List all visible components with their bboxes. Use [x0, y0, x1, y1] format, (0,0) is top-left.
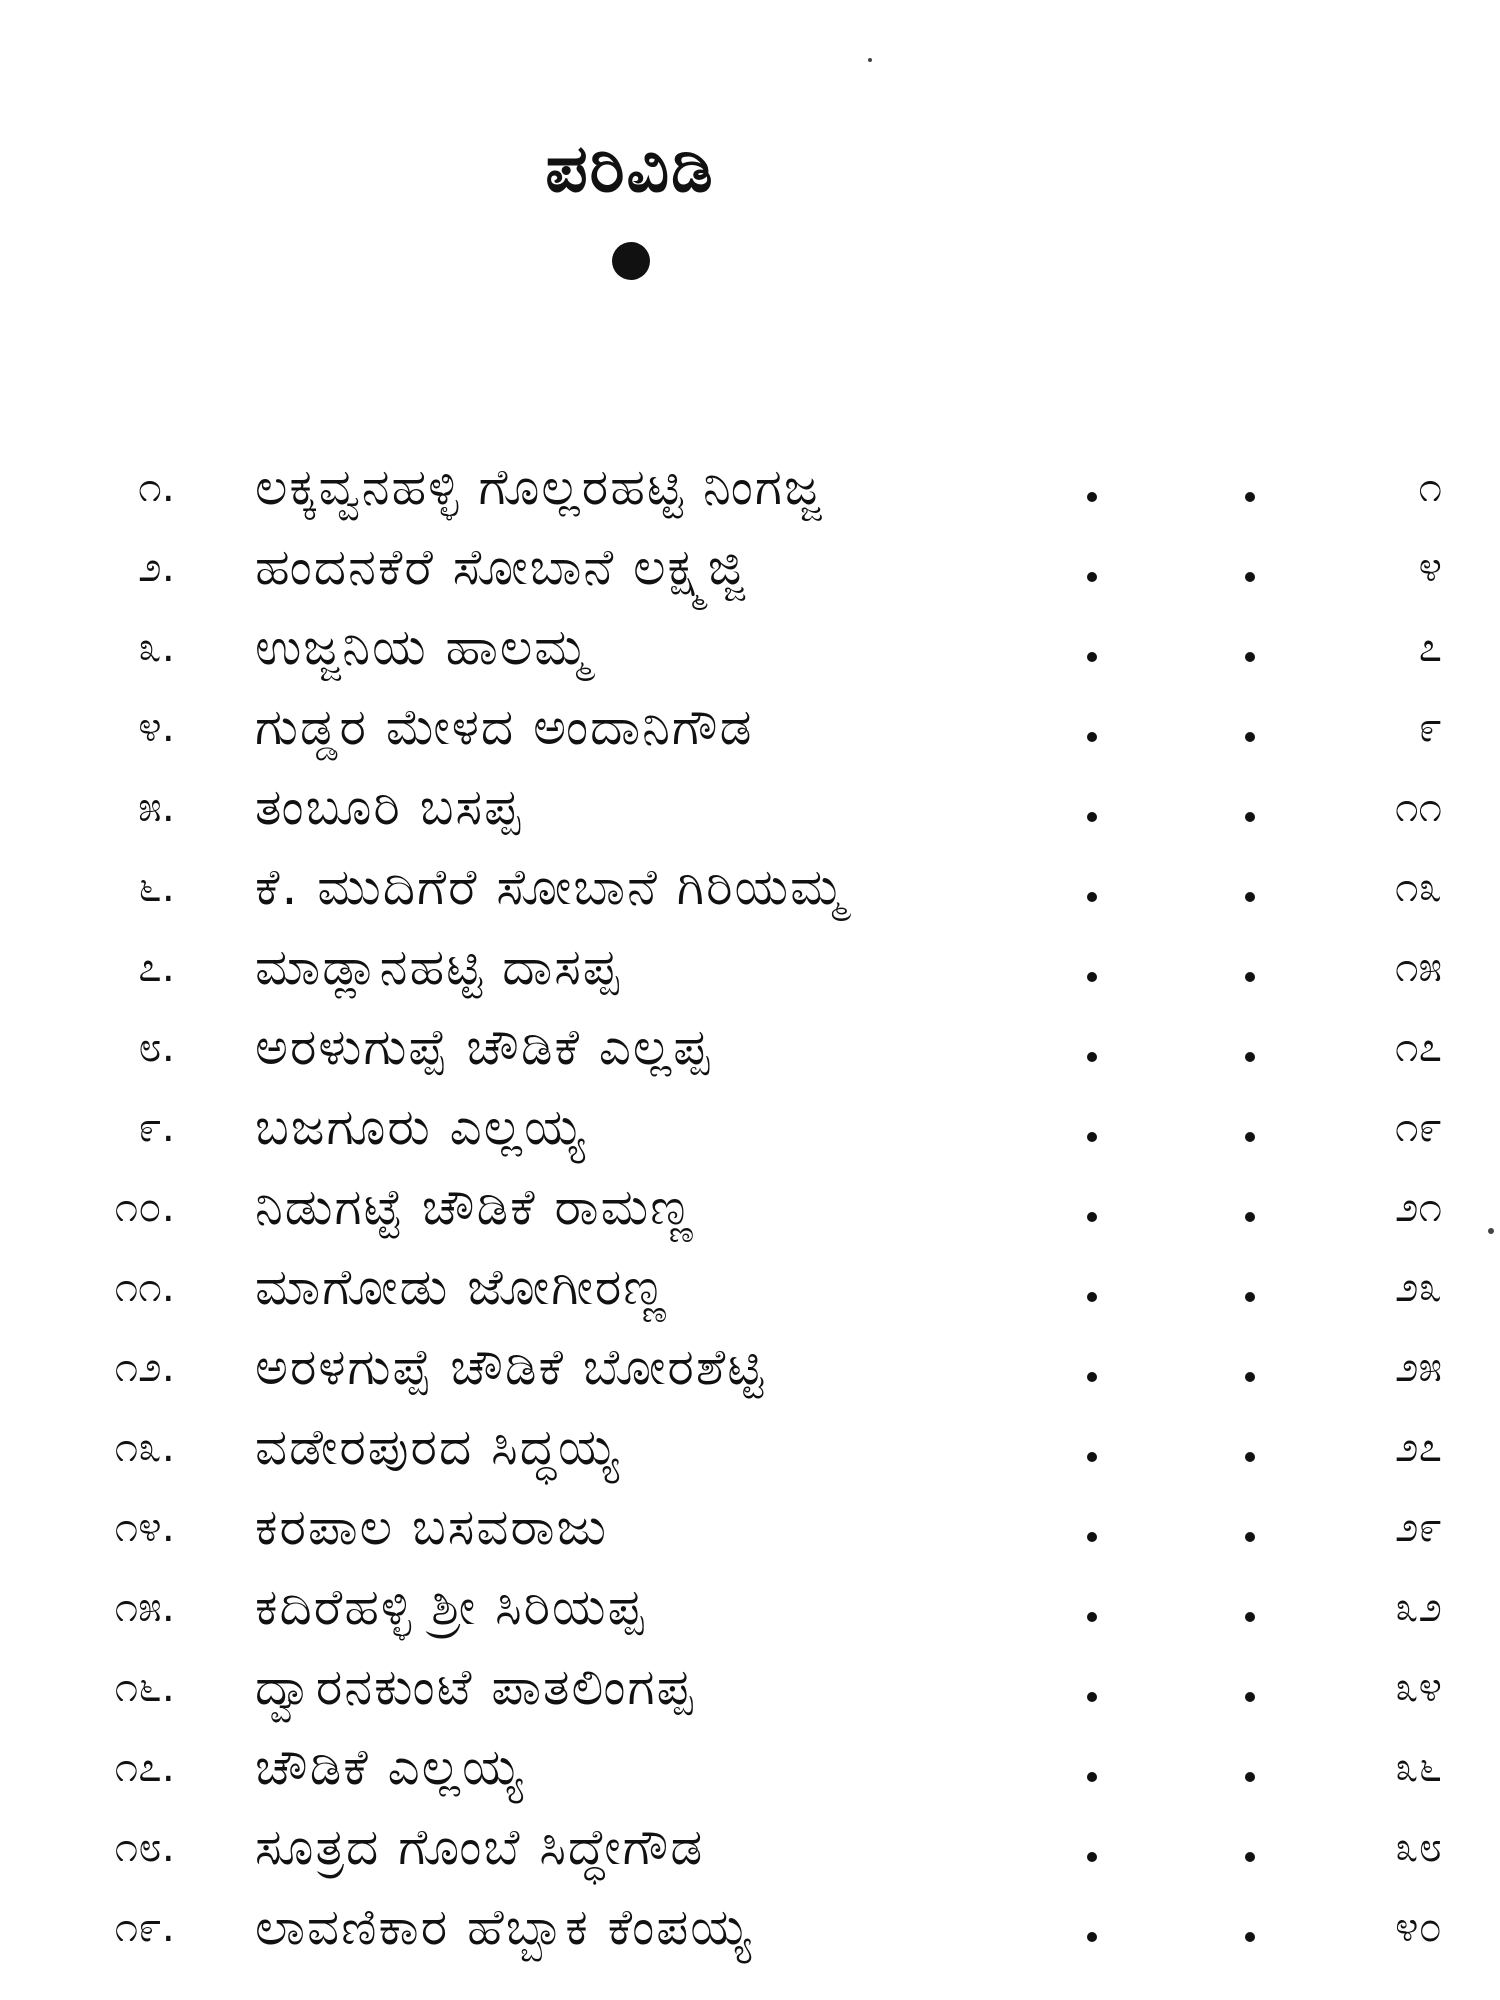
entry-page-number: ೧೭ — [1394, 1022, 1442, 1071]
leader-dot — [1087, 1852, 1097, 1862]
entry-title: ವಡೇರಪುರದ ಸಿದ್ಧಯ್ಯ — [255, 1418, 621, 1476]
entry-page-number: ೧೧ — [1394, 782, 1442, 831]
toc-entry[interactable] — [0, 448, 1500, 528]
leader-dot — [1245, 1052, 1255, 1062]
entry-number: ೧೪. — [114, 1502, 175, 1551]
entry-page-number: ೩೬ — [1394, 1742, 1442, 1791]
entry-title: ದ್ವಾರನಕುಂಟೆ ಪಾತಲಿಂಗಪ್ಪ — [255, 1658, 695, 1716]
toc-entry[interactable] — [0, 688, 1500, 768]
leader-dot — [1245, 972, 1255, 982]
leader-dot — [1245, 1452, 1255, 1462]
leader-dot — [1087, 1772, 1097, 1782]
entry-number: ೫. — [138, 782, 175, 831]
toc-entry[interactable] — [0, 1888, 1500, 1968]
entry-number: ೧೫. — [114, 1582, 175, 1631]
entry-title: ಕೆ. ಮುದಿಗೆರೆ ಸೋಬಾನೆ ಗಿರಿಯಮ್ಮ — [255, 858, 847, 916]
entry-title: ಅರಳುಗುಪ್ಪೆ ಚೌಡಿಕೆ ಎಲ್ಲಪ್ಪ — [255, 1018, 712, 1076]
entry-title: ಅರಳಗುಪ್ಪೆ ಚೌಡಿಕೆ ಬೋರಶೆಟ್ಟಿ — [255, 1338, 766, 1396]
entry-title: ಮಾಗೋಡು ಜೋಗೀರಣ್ಣ — [255, 1258, 668, 1316]
entry-page-number: ೩೨ — [1394, 1582, 1442, 1631]
leader-dot — [1245, 572, 1255, 582]
leader-dot — [1087, 1692, 1097, 1702]
leader-dot — [1245, 1932, 1255, 1942]
leader-dot — [1245, 1132, 1255, 1142]
entry-page-number: ೭ — [1418, 622, 1442, 671]
leader-dot — [1087, 1132, 1097, 1142]
entry-page-number: ೩೮ — [1394, 1822, 1442, 1871]
toc-entry[interactable] — [0, 848, 1500, 928]
entry-title: ಗುಡ್ಡರ ಮೇಳದ ಅಂದಾನಿಗೌಡ — [255, 698, 754, 756]
entry-number: ೧೮. — [114, 1822, 175, 1871]
leader-dot — [1245, 1852, 1255, 1862]
leader-dot — [1245, 652, 1255, 662]
entry-number: ೧೧. — [114, 1262, 175, 1311]
entry-title: ಕರಪಾಲ ಬಸವರಾಜು — [255, 1498, 609, 1556]
entry-number: ೧೭. — [114, 1742, 175, 1791]
leader-dot — [1245, 1612, 1255, 1622]
entry-page-number: ೧ — [1418, 462, 1442, 511]
entry-number: ೧೬. — [114, 1662, 175, 1711]
entry-number: ೪. — [138, 702, 175, 751]
entry-number: ೯. — [138, 1102, 175, 1151]
entry-title: ತಂಬೂರಿ ಬಸಪ್ಪ — [255, 778, 522, 836]
table-of-contents — [0, 448, 1500, 1968]
toc-entry[interactable] — [0, 528, 1500, 608]
leader-dot — [1087, 1372, 1097, 1382]
toc-entry[interactable] — [0, 1248, 1500, 1328]
entry-number: ೧೦. — [114, 1182, 175, 1231]
entry-title: ಮಾಡ್ಲಾನಹಟ್ಟಿ ದಾಸಪ್ಪ — [255, 938, 621, 996]
leader-dot — [1245, 1532, 1255, 1542]
entry-page-number: ೩೪ — [1394, 1662, 1442, 1711]
toc-entry[interactable] — [0, 608, 1500, 688]
entry-title: ಲಾವಣಿಕಾರ ಹೆಬ್ಬಾಕ ಕೆಂಪಯ್ಯ — [255, 1898, 753, 1956]
leader-dot — [1245, 1372, 1255, 1382]
leader-dot — [1245, 492, 1255, 502]
leader-dot — [1087, 1452, 1097, 1462]
leader-dot — [1087, 1212, 1097, 1222]
leader-dot — [1245, 732, 1255, 742]
entry-title: ಚೌಡಿಕೆ ಎಲ್ಲಯ್ಯ — [255, 1738, 525, 1796]
leader-dot — [1087, 492, 1097, 502]
entry-title: ನಿಡುಗಟ್ಟೆ ಚೌಡಿಕೆ ರಾಮಣ್ಣ — [255, 1178, 695, 1236]
entry-page-number: ೧೩ — [1394, 862, 1442, 911]
entry-page-number: ೧೯ — [1394, 1102, 1442, 1151]
entry-number: ೨. — [138, 542, 175, 591]
entry-title: ಲಕ್ಕವ್ವನಹಳ್ಳಿ ಗೊಲ್ಲರಹಟ್ಟಿ ನಿಂಗಜ್ಜ — [255, 458, 823, 516]
toc-entry[interactable] — [0, 768, 1500, 848]
leader-dot — [1245, 1212, 1255, 1222]
leader-dot — [1245, 1692, 1255, 1702]
title-bullet — [612, 242, 650, 280]
toc-entry[interactable] — [0, 1408, 1500, 1488]
leader-dot — [1087, 1292, 1097, 1302]
entry-page-number: ೪೦ — [1394, 1902, 1442, 1951]
toc-entry[interactable] — [0, 1328, 1500, 1408]
entry-page-number: ೧೫ — [1394, 942, 1442, 991]
entry-number: ೭. — [138, 942, 175, 991]
leader-dot — [1087, 892, 1097, 902]
leader-dot — [1087, 1932, 1097, 1942]
page-speck — [868, 58, 872, 62]
leader-dot — [1245, 812, 1255, 822]
leader-dot — [1245, 892, 1255, 902]
entry-page-number: ೯ — [1418, 702, 1442, 751]
toc-entry[interactable] — [0, 1648, 1500, 1728]
toc-entry[interactable] — [0, 1008, 1500, 1088]
leader-dot — [1087, 812, 1097, 822]
entry-page-number: ೨೧ — [1394, 1182, 1442, 1231]
entry-number: ೬. — [138, 862, 175, 911]
leader-dot — [1087, 1052, 1097, 1062]
toc-entry[interactable] — [0, 1088, 1500, 1168]
leader-dot — [1087, 972, 1097, 982]
entry-page-number: ೨೫ — [1394, 1342, 1442, 1391]
toc-entry[interactable] — [0, 1168, 1500, 1248]
entry-number: ೧೨. — [114, 1342, 175, 1391]
leader-dot — [1087, 1532, 1097, 1542]
toc-entry[interactable] — [0, 1728, 1500, 1808]
leader-dot — [1087, 732, 1097, 742]
entry-title: ಕದಿರೆಹಳ್ಳಿ ಶ್ರೀ ಸಿರಿಯಪ್ಪ — [255, 1578, 646, 1636]
page-title: ಪರಿವಿಡಿ — [545, 130, 715, 207]
toc-entry[interactable] — [0, 1568, 1500, 1648]
entry-page-number: ೨೯ — [1394, 1502, 1442, 1551]
entry-title: ಸೂತ್ರದ ಗೊಂಬೆ ಸಿದ್ಧೇಗೌಡ — [255, 1818, 705, 1876]
entry-title: ಹಂದನಕೆರೆ ಸೋಬಾನೆ ಲಕ್ಷ್ಮಜ್ಜಿ — [255, 538, 747, 596]
entry-page-number: ೪ — [1418, 542, 1442, 591]
leader-dot — [1087, 572, 1097, 582]
entry-page-number: ೨೩ — [1394, 1262, 1442, 1311]
toc-entry[interactable] — [0, 1488, 1500, 1568]
entry-number: ೮. — [138, 1022, 175, 1071]
entry-number: ೧೩. — [114, 1422, 175, 1471]
toc-entry[interactable] — [0, 928, 1500, 1008]
entry-number: ೧೯. — [114, 1902, 175, 1951]
toc-entry[interactable] — [0, 1808, 1500, 1888]
entry-page-number: ೨೭ — [1394, 1422, 1442, 1471]
entry-title: ಉಜ್ಜನಿಯ ಹಾಲಮ್ಮ — [255, 618, 591, 676]
leader-dot — [1245, 1772, 1255, 1782]
leader-dot — [1087, 652, 1097, 662]
entry-number: ೩. — [138, 622, 175, 671]
entry-title: ಬಜಗೂರು ಎಲ್ಲಯ್ಯ — [255, 1098, 587, 1156]
entry-number: ೧. — [138, 462, 175, 511]
leader-dot — [1245, 1292, 1255, 1302]
leader-dot — [1087, 1612, 1097, 1622]
